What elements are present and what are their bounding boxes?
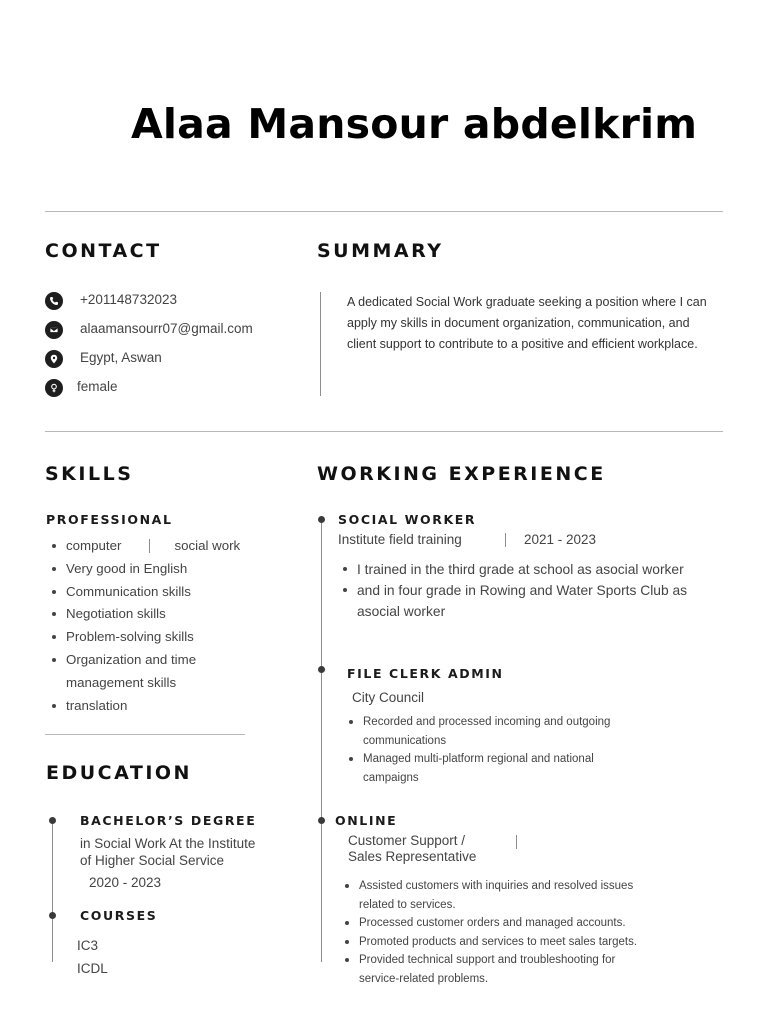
list-item: Processed customer orders and managed accounts. [339, 914, 723, 933]
list-item: Assisted customers with inquiries and resolved issues [339, 877, 723, 896]
list-item: Provided technical support and troubleshooting for [339, 951, 723, 970]
skills-title: SKILLS [45, 463, 134, 485]
top-divider [45, 211, 723, 212]
job-bullets [343, 713, 723, 787]
list-item: asocial worker [357, 604, 446, 619]
phone-number[interactable]: +201148732023 [80, 292, 177, 307]
degree-title: BACHELOR’S DEGREE [80, 813, 257, 828]
skills-subtitle: PROFESSIONAL [46, 512, 173, 527]
list-item: service-related problems. [359, 972, 489, 985]
summary-title: SUMMARY [317, 240, 444, 262]
job-bullets [337, 559, 727, 622]
skills-list [46, 535, 276, 717]
gender-icon [45, 379, 63, 397]
list-item: and in four grade in Rowing and Water Sports Club as [337, 580, 727, 601]
summary-text [347, 292, 707, 355]
summary-line [320, 292, 321, 396]
list-item: I trained in the third grade at school as asocial worker [337, 559, 727, 580]
email-icon [45, 321, 63, 339]
job-separator [516, 835, 517, 849]
location-text: Egypt, Aswan [80, 350, 162, 365]
job-years: 2021 - 2023 [524, 532, 597, 547]
list-item: related to services. [359, 898, 456, 911]
list-item: campaigns [363, 771, 419, 784]
summary-line-2: apply my skills in document organization, communication, and [347, 316, 690, 330]
courses-dot [49, 912, 56, 919]
job-dot [318, 817, 325, 824]
list-item: Organization and time [46, 649, 276, 672]
experience-title: WORKING EXPERIENCE [317, 463, 606, 485]
job-title: FILE CLERK ADMIN [347, 666, 504, 681]
list-item: Negotiation skills [46, 603, 276, 626]
courses-title: COURSES [80, 908, 158, 923]
job-separator [505, 533, 506, 547]
person-name: Alaa Mansour abdelkrim [131, 100, 698, 148]
list-item: management skills [66, 674, 177, 690]
contact-title: CONTACT [45, 240, 162, 262]
phone-icon [45, 292, 63, 310]
summary-line-1: A dedicated Social Work graduate seeking a position where I can [347, 295, 707, 309]
list-item: Managed multi-platform regional and national [343, 750, 723, 769]
course-item: IC3 [77, 938, 99, 953]
middle-divider [45, 431, 723, 432]
education-title: EDUCATION [46, 762, 192, 784]
list-item: Communication skills [46, 581, 276, 604]
list-item: Problem-solving skills [46, 626, 276, 649]
job-dot [318, 666, 325, 673]
list-item: Recorded and processed incoming and outgoing [343, 713, 723, 732]
degree-years: 2020 - 2023 [89, 875, 162, 890]
education-dot [49, 817, 56, 824]
job-title: ONLINE [335, 813, 398, 828]
summary-line-3: client support to contribute to a positive and efficient workplace. [347, 337, 698, 351]
location-icon [45, 350, 63, 368]
email-address[interactable]: alaamansourr07@gmail.com [80, 321, 253, 336]
degree-description: in Social Work At the Institute of Higher Social Service [80, 836, 256, 868]
job-org: City Council [352, 690, 425, 705]
education-timeline [52, 820, 53, 962]
course-item: ICDL [77, 961, 108, 976]
gender-text: female [77, 379, 118, 394]
skill-separator [149, 539, 150, 553]
job-org: Customer Support / Sales Representative [348, 833, 477, 864]
job-title: SOCIAL WORKER [338, 512, 477, 527]
job-dot [318, 516, 325, 523]
list-item: Very good in English [46, 558, 276, 581]
experience-timeline [321, 520, 322, 962]
list-item: translation [46, 695, 276, 718]
job-bullets [339, 877, 723, 988]
list-item: computer social work [46, 535, 276, 558]
list-item: Promoted products and services to meet sales targets. [339, 933, 723, 952]
skills-divider [45, 734, 245, 735]
job-org: Institute field training [338, 532, 462, 547]
list-item: communications [363, 734, 447, 747]
